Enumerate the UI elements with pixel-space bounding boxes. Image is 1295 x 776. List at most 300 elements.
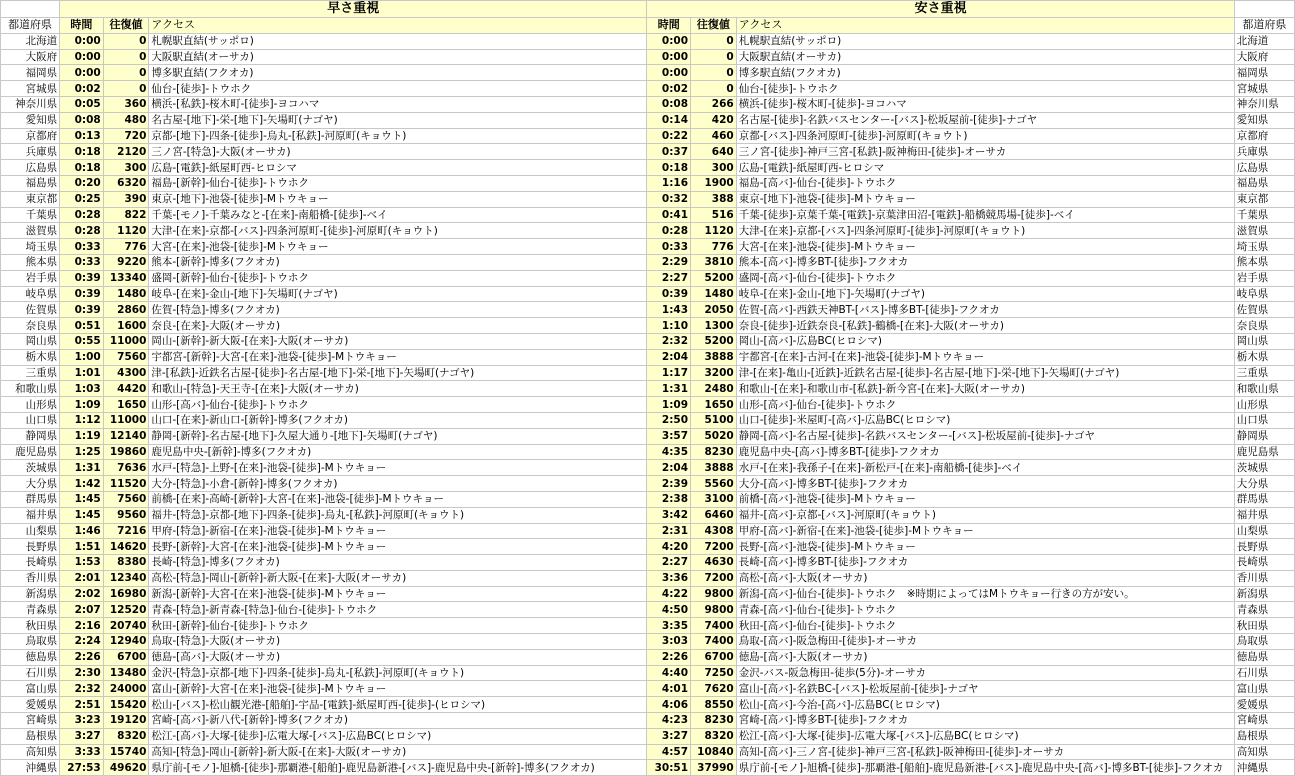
pref-cell: 福岡県: [1, 65, 60, 81]
access-cheap-cell: 東京-[地下]-池袋-[徒歩]-Mトウキョー: [736, 191, 1234, 207]
time-speed-cell: 2:16: [60, 618, 104, 634]
pref-right-cell: 鳥取県: [1234, 634, 1294, 650]
table-row: [1, 191, 1295, 207]
time-cheap-cell: 1:16: [647, 175, 691, 191]
fare-cheap-cell: 8550: [691, 697, 737, 713]
pref-cell: 沖縄県: [1, 760, 60, 776]
time-cheap-cell: 30:51: [647, 760, 691, 776]
time-speed-cell: 2:24: [60, 634, 104, 650]
access-speed-cell: 大阪駅直結(オーサカ): [149, 49, 647, 65]
pref-right-cell: 大阪府: [1234, 49, 1294, 65]
fare-cheap-cell: 420: [691, 112, 737, 128]
table-row: [1, 397, 1295, 413]
access-cheap-cell: 熊本-[高バ]-博多BT-[徒歩]-フクオカ: [736, 254, 1234, 270]
access-cheap-cell: 千葉-[徒歩]-京葉千葉-[電鉄]-京葉津田沼-[電鉄]-船橋競馬場-[徒歩]-ベイ: [736, 207, 1234, 223]
pref-cell: 三重県: [1, 365, 60, 381]
table-row: [1, 254, 1295, 270]
time-cheap-cell: 0:28: [647, 223, 691, 239]
access-cheap-cell: 長崎-[高バ]-博多BT-[徒歩]-フクオカ: [736, 555, 1234, 571]
pref-cell: 山口県: [1, 412, 60, 428]
table-row: [1, 349, 1295, 365]
pref-cell: 広島県: [1, 160, 60, 176]
access-speed-cell: 宮崎-[高バ]-新八代-[新幹]-博多(フクオカ): [149, 713, 647, 729]
time-cheap-cell: 4:06: [647, 697, 691, 713]
fare-speed-cell: 720: [103, 128, 149, 144]
table-row: [1, 381, 1295, 397]
access-speed-cell: 松山-[バス]-松山観光港-[船舶]-宇品-[電鉄]-紙屋町西-[徒歩]-(ヒロシマ): [149, 697, 647, 713]
pref-right-cell: 北海道: [1234, 33, 1294, 49]
pref-right-cell: 香川県: [1234, 570, 1294, 586]
fare-cheap-cell: 6700: [691, 649, 737, 665]
pref-right-cell: 宮崎県: [1234, 713, 1294, 729]
time-cheap-cell: 0:14: [647, 112, 691, 128]
pref-cell: 鹿児島県: [1, 444, 60, 460]
pref-cell: 群馬県: [1, 491, 60, 507]
access-speed-cell: 高知-[特急]-岡山-[新幹]-新大阪-[在来]-大阪(オーサカ): [149, 744, 647, 760]
time-speed-cell: 3:23: [60, 713, 104, 729]
pref-cell: 秋田県: [1, 618, 60, 634]
time-speed-cell: 1:51: [60, 539, 104, 555]
time-cheap-cell: 1:31: [647, 381, 691, 397]
time-cheap-cell: 4:22: [647, 586, 691, 602]
pref-cell: 長崎県: [1, 555, 60, 571]
time-cheap-cell: 2:38: [647, 491, 691, 507]
fare-speed-cell: 11000: [103, 412, 149, 428]
access-cheap-cell: 長野-[高バ]-池袋-[徒歩]-Mトウキョー: [736, 539, 1234, 555]
table-row: [1, 665, 1295, 681]
time-speed-cell: 0:00: [60, 49, 104, 65]
pref-cell: 岐阜県: [1, 286, 60, 302]
fare-cheap-cell: 0: [691, 81, 737, 97]
fare-speed-cell: 2120: [103, 144, 149, 160]
time-cheap-cell: 0:02: [647, 81, 691, 97]
pref-right-cell: 大分県: [1234, 476, 1294, 492]
fare-speed-cell: 8320: [103, 728, 149, 744]
blank-header-cell: [1234, 1, 1294, 18]
access-cheap-cell: 金沢-バス-阪急梅田-徒歩(5分)-オーサカ: [736, 665, 1234, 681]
pref-right-cell: 和歌山県: [1234, 381, 1294, 397]
time-speed-cell: 0:18: [60, 160, 104, 176]
time-cheap-cell: 3:57: [647, 428, 691, 444]
fare-speed-cell: 11000: [103, 333, 149, 349]
time-speed-cell: 0:05: [60, 96, 104, 112]
pref-cell: 新潟県: [1, 586, 60, 602]
access-speed-cell: 博多駅直結(フクオカ): [149, 65, 647, 81]
time-cheap-cell: 4:01: [647, 681, 691, 697]
access-speed-cell: 県庁前-[モノ]-旭橋-[徒歩]-那覇港-[船舶]-鹿児島新港-[バス]-鹿児島中央-[新幹]-博多(フクオカ): [149, 760, 647, 776]
time-speed-cell: 0:51: [60, 318, 104, 334]
table-row: [1, 476, 1295, 492]
pref-cell: 福島県: [1, 175, 60, 191]
pref-right-cell: 栃木県: [1234, 349, 1294, 365]
access-speed-cell: 鳥取-[特急]-大阪(オーサカ): [149, 634, 647, 650]
col-header-access-speed: アクセス: [149, 18, 647, 34]
time-speed-cell: 0:39: [60, 302, 104, 318]
time-speed-cell: 1:25: [60, 444, 104, 460]
table-row: [1, 302, 1295, 318]
table-row: [1, 570, 1295, 586]
access-cheap-cell: 和歌山-[在来]-和歌山市-[私鉄]-新今宮-[在来]-大阪(オーサカ): [736, 381, 1234, 397]
fare-cheap-cell: 0: [691, 49, 737, 65]
access-speed-cell: 和歌山-[特急]-天王寺-[在来]-大阪(オーサカ): [149, 381, 647, 397]
col-header-fare-cheap: 往復値: [691, 18, 737, 34]
time-speed-cell: 1:42: [60, 476, 104, 492]
pref-right-cell: 茨城県: [1234, 460, 1294, 476]
fare-cheap-cell: 9800: [691, 602, 737, 618]
time-speed-cell: 0:55: [60, 333, 104, 349]
fare-speed-cell: 300: [103, 160, 149, 176]
col-header-pref-right: 都道府県: [1234, 18, 1294, 34]
fare-speed-cell: 1480: [103, 286, 149, 302]
access-cheap-cell: 大分-[高バ]-博多BT-[徒歩]-フクオカ: [736, 476, 1234, 492]
access-speed-cell: 徳島-[高バ]-大阪(オーサカ): [149, 649, 647, 665]
time-cheap-cell: 0:00: [647, 65, 691, 81]
table-row: [1, 365, 1295, 381]
time-speed-cell: 2:30: [60, 665, 104, 681]
access-cheap-cell: 岐阜-[在来]-金山-[地下]-矢場町(ナゴヤ): [736, 286, 1234, 302]
access-cheap-cell: 三ノ宮-[徒歩]-神戸三宮-[私鉄]-阪神梅田-[徒歩]-オーサカ: [736, 144, 1234, 160]
pref-cell: 大阪府: [1, 49, 60, 65]
pref-cell: 香川県: [1, 570, 60, 586]
access-speed-cell: 静岡-[新幹]-名古屋-[地下]-久屋大通り-[地下]-矢場町(ナゴヤ): [149, 428, 647, 444]
time-speed-cell: 2:32: [60, 681, 104, 697]
fare-cheap-cell: 1900: [691, 175, 737, 191]
fare-speed-cell: 16980: [103, 586, 149, 602]
fare-speed-cell: 13480: [103, 665, 149, 681]
time-cheap-cell: 0:33: [647, 239, 691, 255]
fare-speed-cell: 19860: [103, 444, 149, 460]
pref-right-cell: 埼玉県: [1234, 239, 1294, 255]
time-speed-cell: 0:02: [60, 81, 104, 97]
pref-right-cell: 静岡県: [1234, 428, 1294, 444]
table-row: [1, 144, 1295, 160]
access-speed-cell: 横浜-[私鉄]-桜木町-[徒歩]-ヨコハマ: [149, 96, 647, 112]
fare-speed-cell: 1650: [103, 397, 149, 413]
table-row: [1, 728, 1295, 744]
pref-right-cell: 島根県: [1234, 728, 1294, 744]
fare-speed-cell: 1120: [103, 223, 149, 239]
pref-right-cell: 岡山県: [1234, 333, 1294, 349]
pref-right-cell: 高知県: [1234, 744, 1294, 760]
pref-right-cell: 愛知県: [1234, 112, 1294, 128]
time-speed-cell: 1:19: [60, 428, 104, 444]
table-row: [1, 223, 1295, 239]
cheap-section-title: 安さ重視: [647, 1, 1234, 18]
table-row: [1, 81, 1295, 97]
pref-cell: 青森県: [1, 602, 60, 618]
fare-speed-cell: 49620: [103, 760, 149, 776]
time-cheap-cell: 2:27: [647, 555, 691, 571]
access-speed-cell: 前橋-[在来]-高崎-[新幹]-大宮-[在来]-池袋-[徒歩]-Mトウキョー: [149, 491, 647, 507]
pref-right-cell: 秋田県: [1234, 618, 1294, 634]
access-speed-cell: 奈良-[在来]-大阪(オーサカ): [149, 318, 647, 334]
time-speed-cell: 0:28: [60, 207, 104, 223]
fare-cheap-cell: 2480: [691, 381, 737, 397]
pref-right-cell: 新潟県: [1234, 586, 1294, 602]
access-speed-cell: 青森-[特急]-新青森-[特急]-仙台-[徒歩]-トウホク: [149, 602, 647, 618]
table-row: [1, 207, 1295, 223]
table-row: [1, 491, 1295, 507]
section-header-row: [1, 1, 1295, 18]
access-speed-cell: 松江-[高バ]-大塚-[徒歩]-広電大塚-[バス]-広島BC(ヒロシマ): [149, 728, 647, 744]
pref-cell: 奈良県: [1, 318, 60, 334]
access-speed-cell: 長野-[新幹]-大宮-[在来]-池袋-[徒歩]-Mトウキョー: [149, 539, 647, 555]
time-cheap-cell: 0:41: [647, 207, 691, 223]
pref-cell: 兵庫県: [1, 144, 60, 160]
table-row: [1, 49, 1295, 65]
time-cheap-cell: 2:27: [647, 270, 691, 286]
time-speed-cell: 1:45: [60, 507, 104, 523]
access-speed-cell: 福井-[特急]-京都-[地下]-四条-[徒歩]-烏丸-[私鉄]-河原町(キョウト): [149, 507, 647, 523]
pref-cell: 岡山県: [1, 333, 60, 349]
time-cheap-cell: 1:09: [647, 397, 691, 413]
pref-right-cell: 三重県: [1234, 365, 1294, 381]
pref-right-cell: 佐賀県: [1234, 302, 1294, 318]
fare-speed-cell: 12520: [103, 602, 149, 618]
fare-cheap-cell: 7400: [691, 618, 737, 634]
col-header-time-cheap: 時間: [647, 18, 691, 34]
pref-right-cell: 福島県: [1234, 175, 1294, 191]
table-row: [1, 586, 1295, 602]
access-cheap-cell: 山形-[高バ]-仙台-[徒歩]-トウホク: [736, 397, 1234, 413]
access-cheap-cell: 鳥取-[高バ]-阪急梅田-[徒歩]-オーサカ: [736, 634, 1234, 650]
fare-cheap-cell: 8320: [691, 728, 737, 744]
pref-right-cell: 青森県: [1234, 602, 1294, 618]
time-speed-cell: 2:02: [60, 586, 104, 602]
time-speed-cell: 2:01: [60, 570, 104, 586]
access-speed-cell: 熊本-[新幹]-博多(フクオカ): [149, 254, 647, 270]
fare-cheap-cell: 1120: [691, 223, 737, 239]
table-row: [1, 760, 1295, 776]
pref-right-cell: 岩手県: [1234, 270, 1294, 286]
fare-speed-cell: 20740: [103, 618, 149, 634]
fare-cheap-cell: 5200: [691, 333, 737, 349]
fare-speed-cell: 390: [103, 191, 149, 207]
access-cheap-cell: 津-[在来]-亀山-[近鉄]-近鉄名古屋-[徒歩]-名古屋-[地下]-栄-[地下]-矢場町(ナゴヤ): [736, 365, 1234, 381]
access-cheap-cell: 宮崎-[高バ]-博多BT-[徒歩]-フクオカ: [736, 713, 1234, 729]
access-cheap-cell: 札幌駅直結(サッポロ): [736, 33, 1234, 49]
fare-cheap-cell: 266: [691, 96, 737, 112]
access-speed-cell: 新潟-[新幹]-大宮-[在来]-池袋-[徒歩]-Mトウキョー: [149, 586, 647, 602]
fare-speed-cell: 7560: [103, 491, 149, 507]
fare-cheap-cell: 6460: [691, 507, 737, 523]
access-speed-cell: 札幌駅直結(サッポロ): [149, 33, 647, 49]
time-speed-cell: 0:39: [60, 286, 104, 302]
fare-cheap-cell: 7200: [691, 539, 737, 555]
time-cheap-cell: 4:35: [647, 444, 691, 460]
access-speed-cell: 山口-[在来]-新山口-[新幹]-博多(フクオカ): [149, 412, 647, 428]
table-row: [1, 128, 1295, 144]
pref-cell: 東京都: [1, 191, 60, 207]
pref-cell: 埼玉県: [1, 239, 60, 255]
time-speed-cell: 27:53: [60, 760, 104, 776]
pref-right-cell: 千葉県: [1234, 207, 1294, 223]
pref-right-cell: 山梨県: [1234, 523, 1294, 539]
fare-cheap-cell: 0: [691, 65, 737, 81]
table-row: [1, 681, 1295, 697]
fare-speed-cell: 360: [103, 96, 149, 112]
access-speed-cell: 甲府-[特急]-新宿-[在来]-池袋-[徒歩]-Mトウキョー: [149, 523, 647, 539]
time-cheap-cell: 2:39: [647, 476, 691, 492]
time-speed-cell: 2:07: [60, 602, 104, 618]
fare-cheap-cell: 37990: [691, 760, 737, 776]
access-cheap-cell: 博多駅直結(フクオカ): [736, 65, 1234, 81]
time-cheap-cell: 0:22: [647, 128, 691, 144]
access-speed-cell: 富山-[新幹]-大宮-[在来]-池袋-[徒歩]-Mトウキョー: [149, 681, 647, 697]
pref-cell: 長野県: [1, 539, 60, 555]
time-speed-cell: 2:51: [60, 697, 104, 713]
fare-cheap-cell: 7400: [691, 634, 737, 650]
access-speed-cell: 高松-[特急]-岡山-[新幹]-新大阪-[在来]-大阪(オーサカ): [149, 570, 647, 586]
fare-speed-cell: 7216: [103, 523, 149, 539]
table-row: [1, 507, 1295, 523]
table-body: [1, 33, 1295, 775]
access-speed-cell: 岡山-[新幹]-新大阪-[在来]-大阪(オーサカ): [149, 333, 647, 349]
pref-right-cell: 東京都: [1234, 191, 1294, 207]
pref-cell: 佐賀県: [1, 302, 60, 318]
pref-right-cell: 長崎県: [1234, 555, 1294, 571]
access-speed-cell: 大津-[在来]-京都-[バス]-四条河原町-[徒歩]-河原町(キョウト): [149, 223, 647, 239]
pref-right-cell: 富山県: [1234, 681, 1294, 697]
fare-speed-cell: 19120: [103, 713, 149, 729]
access-cheap-cell: 大宮-[在来]-池袋-[徒歩]-Mトウキョー: [736, 239, 1234, 255]
fare-speed-cell: 9560: [103, 507, 149, 523]
time-cheap-cell: 0:00: [647, 33, 691, 49]
time-cheap-cell: 0:08: [647, 96, 691, 112]
time-speed-cell: 0:39: [60, 270, 104, 286]
access-cheap-cell: 青森-[高バ]-仙台-[徒歩]-トウホク: [736, 602, 1234, 618]
fare-speed-cell: 0: [103, 65, 149, 81]
fare-cheap-cell: 1480: [691, 286, 737, 302]
pref-cell: 北海道: [1, 33, 60, 49]
blank-header-cell: [1, 1, 60, 18]
fare-speed-cell: 12940: [103, 634, 149, 650]
pref-cell: 静岡県: [1, 428, 60, 444]
time-cheap-cell: 1:17: [647, 365, 691, 381]
time-speed-cell: 0:00: [60, 33, 104, 49]
table-row: [1, 649, 1295, 665]
access-cheap-cell: 山口-[徒歩]-米屋町-[高バ]-広島BC(ヒロシマ): [736, 412, 1234, 428]
fare-cheap-cell: 1650: [691, 397, 737, 413]
access-speed-cell: 宇都宮-[新幹]-大宮-[在来]-池袋-[徒歩]-Mトウキョー: [149, 349, 647, 365]
time-speed-cell: 0:28: [60, 223, 104, 239]
access-cheap-cell: 盛岡-[高バ]-仙台-[徒歩]-トウホク: [736, 270, 1234, 286]
access-cheap-cell: 大阪駅直結(オーサカ): [736, 49, 1234, 65]
pref-right-cell: 滋賀県: [1234, 223, 1294, 239]
table-row: [1, 96, 1295, 112]
fare-speed-cell: 13340: [103, 270, 149, 286]
time-cheap-cell: 3:03: [647, 634, 691, 650]
pref-right-cell: 奈良県: [1234, 318, 1294, 334]
fare-cheap-cell: 7620: [691, 681, 737, 697]
time-speed-cell: 1:12: [60, 412, 104, 428]
fare-speed-cell: 24000: [103, 681, 149, 697]
time-cheap-cell: 0:37: [647, 144, 691, 160]
pref-right-cell: 熊本県: [1234, 254, 1294, 270]
pref-right-cell: 広島県: [1234, 160, 1294, 176]
col-header-access-cheap: アクセス: [736, 18, 1234, 34]
fare-speed-cell: 2860: [103, 302, 149, 318]
fare-speed-cell: 0: [103, 33, 149, 49]
column-header-row: [1, 18, 1295, 34]
pref-right-cell: 沖縄県: [1234, 760, 1294, 776]
fare-cheap-cell: 7200: [691, 570, 737, 586]
table-row: [1, 555, 1295, 571]
fare-cheap-cell: 4308: [691, 523, 737, 539]
pref-cell: 愛知県: [1, 112, 60, 128]
time-cheap-cell: 2:29: [647, 254, 691, 270]
fare-cheap-cell: 0: [691, 33, 737, 49]
fare-cheap-cell: 3200: [691, 365, 737, 381]
access-cheap-cell: 富山-[高バ]-名鉄BC-[バス]-松坂屋前-[徒歩]-ナゴヤ: [736, 681, 1234, 697]
pref-right-cell: 石川県: [1234, 665, 1294, 681]
access-cheap-cell: 横浜-[徒歩]-桜木町-[徒歩]-ヨコハマ: [736, 96, 1234, 112]
access-cheap-cell: 福井-[高バ]-京都-[バス]-河原町(キョウト): [736, 507, 1234, 523]
access-speed-cell: 鹿児島中央-[新幹]-博多(フクオカ): [149, 444, 647, 460]
time-cheap-cell: 4:23: [647, 713, 691, 729]
fare-speed-cell: 8380: [103, 555, 149, 571]
pref-cell: 茨城県: [1, 460, 60, 476]
access-speed-cell: 水戸-[特急]-上野-[在来]-池袋-[徒歩]-Mトウキョー: [149, 460, 647, 476]
pref-cell: 山梨県: [1, 523, 60, 539]
fare-cheap-cell: 2050: [691, 302, 737, 318]
fare-speed-cell: 4300: [103, 365, 149, 381]
pref-right-cell: 京都府: [1234, 128, 1294, 144]
pref-cell: 徳島県: [1, 649, 60, 665]
time-cheap-cell: 4:50: [647, 602, 691, 618]
time-speed-cell: 0:20: [60, 175, 104, 191]
fare-speed-cell: 9220: [103, 254, 149, 270]
table-row: [1, 460, 1295, 476]
pref-right-cell: 宮城県: [1234, 81, 1294, 97]
fare-speed-cell: 0: [103, 49, 149, 65]
pref-right-cell: 鹿児島県: [1234, 444, 1294, 460]
fare-speed-cell: 1600: [103, 318, 149, 334]
access-speed-cell: 盛岡-[新幹]-仙台-[徒歩]-トウホク: [149, 270, 647, 286]
time-cheap-cell: 2:31: [647, 523, 691, 539]
fare-cheap-cell: 300: [691, 160, 737, 176]
fare-speed-cell: 822: [103, 207, 149, 223]
time-speed-cell: 0:00: [60, 65, 104, 81]
access-speed-cell: 岐阜-[在来]-金山-[地下]-矢場町(ナゴヤ): [149, 286, 647, 302]
col-header-pref: 都道府県: [1, 18, 60, 34]
fare-speed-cell: 4420: [103, 381, 149, 397]
access-cheap-cell: 名古屋-[徒歩]-名鉄バスセンター-[バス]-松坂屋前-[徒歩]-ナゴヤ: [736, 112, 1234, 128]
fare-cheap-cell: 8230: [691, 444, 737, 460]
pref-cell: 宮城県: [1, 81, 60, 97]
table-row: [1, 286, 1295, 302]
time-speed-cell: 2:26: [60, 649, 104, 665]
time-cheap-cell: 3:42: [647, 507, 691, 523]
table-row: [1, 428, 1295, 444]
time-speed-cell: 0:08: [60, 112, 104, 128]
time-cheap-cell: 4:20: [647, 539, 691, 555]
table-row: [1, 318, 1295, 334]
time-speed-cell: 1:46: [60, 523, 104, 539]
access-speed-cell: 大宮-[在来]-池袋-[徒歩]-Mトウキョー: [149, 239, 647, 255]
access-cheap-cell: 新潟-[高バ]-仙台-[徒歩]-トウホク ※時期によってはMトウキョー行きの方が安い。: [736, 586, 1234, 602]
fare-cheap-cell: 3810: [691, 254, 737, 270]
access-cheap-cell: 宇都宮-[在来]-古河-[在来]-池袋-[徒歩]-Mトウキョー: [736, 349, 1234, 365]
access-cheap-cell: 岡山-[高バ]-広島BC(ヒロシマ): [736, 333, 1234, 349]
fare-cheap-cell: 5020: [691, 428, 737, 444]
time-speed-cell: 1:09: [60, 397, 104, 413]
pref-cell: 高知県: [1, 744, 60, 760]
access-speed-cell: 仙台-[徒歩]-トウホク: [149, 81, 647, 97]
fare-speed-cell: 6700: [103, 649, 149, 665]
fare-cheap-cell: 5100: [691, 412, 737, 428]
access-speed-cell: 三ノ宮-[特急]-大阪(オーサカ): [149, 144, 647, 160]
